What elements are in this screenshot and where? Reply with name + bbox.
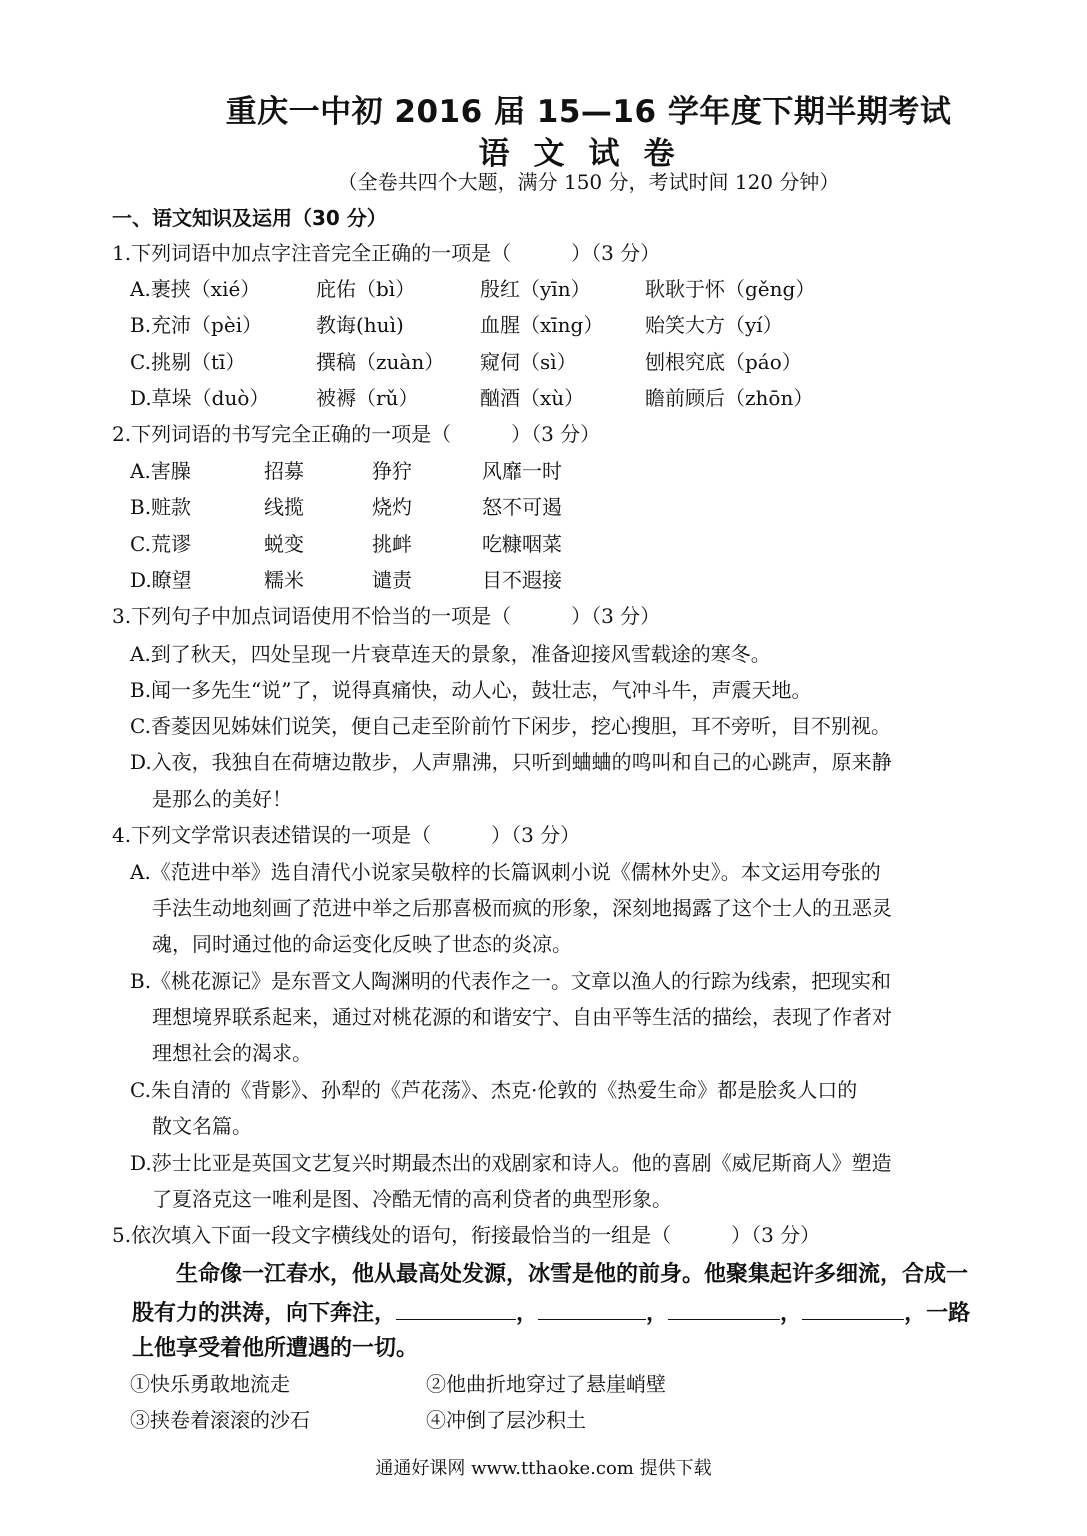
q2-a-1: A.害臊 [130, 459, 191, 483]
q1-b-2: 教诲(huì) [316, 313, 404, 337]
q3-option-b: B.闻一多先生“说”了，说得真痛快，动人心，鼓壮志，气冲斗牛，声震天地。 [130, 678, 812, 702]
q4-line: A.《范进中举》选自清代小说家吴敬梓的长篇讽刺小说《儒林外史》。本文运用夸张的 [130, 860, 881, 884]
q2-b-1: B.赃款 [130, 495, 192, 519]
q1-stem: 1.下列词语中加点字注音完全正确的一项是（ ）（3 分） [112, 241, 661, 265]
q5-item-2: ②他曲折地穿过了悬崖峭壁 [426, 1372, 666, 1396]
blank-1[interactable] [396, 1297, 516, 1320]
q4-line: 散文名篇。 [152, 1114, 252, 1138]
blank-3[interactable] [668, 1297, 780, 1320]
q4-line: 手法生动地刻画了范进中举之后那喜极而疯的形象，深刻地揭露了这个士人的丑恶灵 [152, 896, 892, 920]
q2-d-1: D.瞭望 [130, 568, 192, 592]
q5-item-4: ④冲倒了层沙积土 [426, 1408, 586, 1432]
q4-line: 理想社会的渴求。 [152, 1041, 312, 1065]
q5-passage-line3: 上他享受着他所遭遇的一切。 [132, 1336, 419, 1361]
q4-line: D.莎士比亚是英国文艺复兴时期最杰出的戏剧家和诗人。他的喜剧《威尼斯商人》塑造 [130, 1151, 892, 1175]
q5-item-1: ①快乐勇敢地流走 [130, 1372, 290, 1396]
q1-c-4: 刨根究底（páo） [645, 350, 802, 374]
q5-passage-line1: 生命像一江春水，他从最高处发源，冰雪是他的前身。他聚集起许多细流，合成一 [176, 1262, 969, 1287]
q4-stem: 4.下列文学常识表述错误的一项是（ ）（3 分） [112, 823, 581, 847]
exam-title: 重庆一中初 2016 届 15—16 学年度下期半期考试 [225, 94, 952, 130]
q2-b-4: 怒不可遏 [482, 495, 562, 519]
q2-a-4: 风靡一时 [482, 459, 562, 483]
q5-item-3: ③挟卷着滚滚的沙石 [130, 1408, 310, 1432]
exam-note: （全卷共四个大题，满分 150 分，考试时间 120 分钟） [337, 170, 840, 194]
q2-b-3: 烧灼 [372, 495, 412, 519]
q2-stem: 2.下列词语的书写完全正确的一项是（ ）（3 分） [112, 422, 601, 446]
q4-line: C.朱自清的《背影》、孙犁的《芦花荡》、杰克·伦敦的《热爱生命》都是脍炙人口的 [130, 1078, 858, 1102]
q4-line: 魂，同时通过他的命运变化反映了世态的炎凉。 [152, 932, 572, 956]
q3-option-d-cont: 是那么的美好！ [152, 787, 292, 811]
q5-stem: 5.依次填入下面一段文字横线处的语句，衔接最恰当的一组是（ ）（3 分） [112, 1223, 821, 1247]
exam-subject: 语文试卷 [478, 136, 699, 172]
q5-passage-line2-start: 股有力的洪涛，向下奔注， [132, 1301, 397, 1326]
q2-c-1: C.荒谬 [130, 532, 191, 556]
q1-c-3: 窥伺（sì） [480, 350, 577, 374]
q2-c-3: 挑衅 [372, 532, 412, 556]
q1-a-1: A.裹挟（xié） [130, 277, 261, 301]
blank-2[interactable] [538, 1297, 646, 1320]
q2-c-4: 吃糠咽菜 [482, 532, 562, 556]
q1-d-4: 瞻前顾后（zhōn） [645, 386, 814, 410]
q4-line: B.《桃花源记》是东晋文人陶渊明的代表作之一。文章以渔人的行踪为线索，把现实和 [130, 969, 892, 993]
q1-b-1: B.充沛（pèi） [130, 313, 263, 337]
section-heading: 一、语文知识及运用（30 分） [112, 206, 387, 230]
q5-passage-line2: 股有力的洪涛，向下奔注， ， ， ， ，一路 [132, 1297, 970, 1329]
q1-a-4: 耿耿于怀（gěng） [645, 277, 816, 301]
q1-a-2: 庇佑（bì） [316, 277, 416, 301]
q1-d-3: 酗酒（xù） [480, 386, 585, 410]
q2-d-3: 谴责 [372, 568, 412, 592]
q2-d-2: 糯米 [264, 568, 304, 592]
q2-a-3: 狰狞 [372, 459, 412, 483]
page-footer: 通通好课网 www.tthaoke.com 提供下载 [375, 1458, 712, 1479]
q1-d-1: D.草垛（duò） [130, 386, 270, 410]
q2-c-2: 蜕变 [264, 532, 304, 556]
q4-line: 理想境界联系起来，通过对桃花源的和谐安宁、自由平等生活的描绘，表现了作者对 [152, 1005, 892, 1029]
blank-4[interactable] [802, 1297, 904, 1320]
q3-option-d: D.入夜，我独自在荷塘边散步，人声鼎沸，只听到蛐蛐的鸣叫和自己的心跳声，原来静 [130, 750, 892, 774]
q4-line: 了夏洛克这一唯利是图、冷酷无情的高利贷者的典型形象。 [152, 1187, 672, 1211]
q3-option-c: C.香菱因见姊妹们说笑，便自己走至阶前竹下闲步，挖心搜胆，耳不旁听，目不别视。 [130, 714, 891, 738]
q3-option-a: A.到了秋天，四处呈现一片衰草连天的景象，准备迎接风雪载途的寒冬。 [130, 642, 771, 666]
q3-stem: 3.下列句子中加点词语使用不恰当的一项是（ ）（3 分） [112, 604, 661, 628]
q5-passage-line2-end: ，一路 [904, 1301, 971, 1326]
q1-d-2: 被褥（rǔ） [316, 386, 419, 410]
q2-d-4: 目不遐接 [482, 568, 562, 592]
q1-b-3: 血腥（xīng） [480, 313, 604, 337]
q1-c-2: 撰稿（zuàn） [316, 350, 445, 374]
q1-b-4: 贻笑大方（yí） [645, 313, 783, 337]
q2-b-2: 线揽 [264, 495, 304, 519]
q1-c-1: C.挑剔（tī） [130, 350, 246, 374]
q1-a-3: 殷红（yīn） [480, 277, 591, 301]
q2-a-2: 招募 [264, 459, 304, 483]
